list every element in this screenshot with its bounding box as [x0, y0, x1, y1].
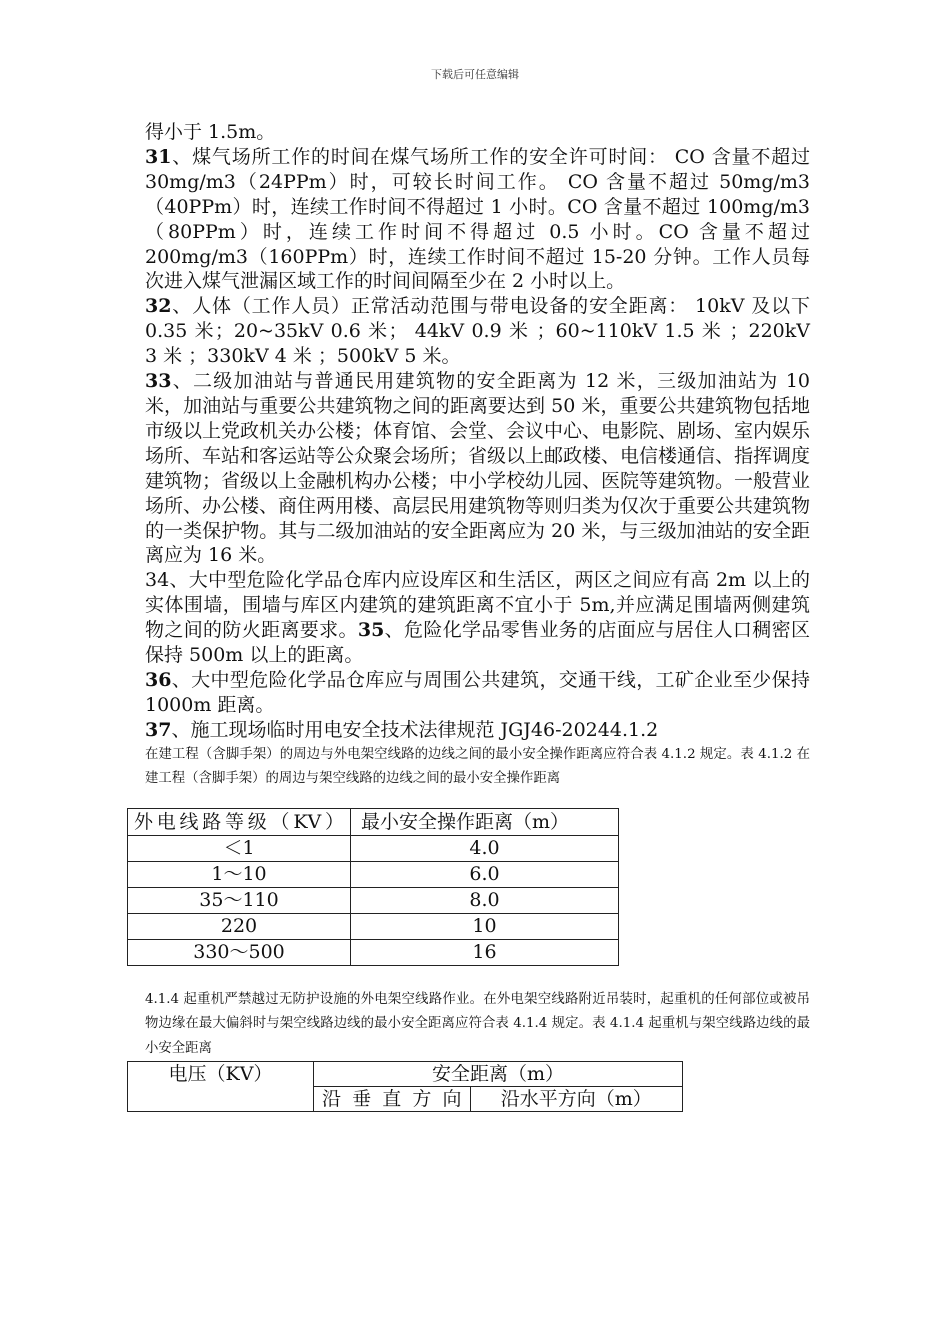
paragraph-33: [145, 369, 810, 568]
table-header-cell: 电压（KV）: [128, 1062, 314, 1112]
table-412-caption: 在建工程（含脚手架）的周边与外电架空线路的边线之间的最小安全操作距离应符合表 4.1.2 规定。表 4.1.2 在建工程（含脚手架）的周边与架空线路的边线之间的最小安全操作距离: [145, 746, 810, 787]
paragraph-34: [145, 568, 810, 668]
table-header-row: [128, 808, 619, 835]
table-cell: 35～110: [128, 887, 351, 913]
paragraph-36: [145, 668, 810, 718]
paragraph-32: [145, 294, 810, 369]
item-number-31: 31: [145, 145, 172, 168]
paragraph-35-text: 、危险化学品零售业务的店面应与居住人口稠密区保持 500m 以上的距离。: [145, 619, 810, 667]
table-header-cell: 外电线路等级（KV）: [128, 808, 351, 835]
table-header-cell: 最小安全操作距离（m）: [351, 808, 619, 835]
table-row: [128, 939, 619, 965]
item-number-33: 33: [145, 370, 172, 393]
table-row: [128, 835, 619, 861]
paragraph-36-text: 、大中型危险化学品仓库应与周围公共建筑，交通干线，工矿企业至少保持 1000m 距离。: [145, 668, 810, 716]
item-number-35: 35: [357, 619, 385, 642]
page-header: 下载后可任意编辑: [431, 68, 519, 81]
table-subheader-cell: 沿垂直方向: [314, 1087, 471, 1112]
table-row: [128, 913, 619, 939]
table-cell: 1～10: [128, 861, 351, 887]
paragraph-33-text: 、二级加油站与普通民用建筑物的安全距离为 12 米，三级加油站为 10 米，加油站与重要公共建筑物之间的距离要达到 50 米，重要公共建筑物包括地市级以上党政机关办公楼；体育馆、会堂、会议中心、电影院、剧场、室内娱乐场所、车站和客运站等公众聚会场所；省级以上邮政楼、电信楼通信、指挥调度建筑物；省级以上金融机构办公楼；中小学校幼儿园、医院等建筑物。一般营业场所、办公楼、商住两用楼、高层民用建筑物等则归类为仅次于重要公共建筑物的一类保护物。其与二级加油站的安全距离应为 20 米，与三级加油站的安全距离应为 16 米。: [145, 370, 811, 567]
table-cell: 8.0: [351, 887, 619, 913]
table-row: [128, 887, 619, 913]
table-header-cell: 安全距离（m）: [314, 1062, 683, 1087]
item-number-36: 36: [145, 668, 172, 691]
item-number-32: 32: [145, 295, 172, 318]
table-cell: 16: [351, 939, 619, 965]
paragraph-31: [145, 145, 810, 294]
item-number-37: 37: [145, 718, 172, 741]
paragraph-37-text: 、施工现场临时用电安全技术法律规范 JGJ46-20244.1.2: [171, 718, 659, 741]
paragraph-32-text: 、人体（工作人员）正常活动范围与带电设备的安全距离： 10kV 及以下 0.35 米；20~35kV 0.6 米； 44kV 0.9 米 ；60~110kV 1.5 米 ；220kV 3 米 ；330kV 4 米 ；500kV 5 米。: [145, 295, 810, 368]
table-cell: 330～500: [128, 939, 351, 965]
table-cell: 10: [351, 913, 619, 939]
table-subheader-cell: 沿水平方向（m）: [470, 1087, 682, 1112]
document-body: [134, 120, 811, 1112]
table-cell: 6.0: [351, 861, 619, 887]
table-cell: ＜1: [128, 835, 351, 861]
table-cell: 220: [128, 913, 351, 939]
paragraph-continuation: 得小于 1.5m。: [145, 121, 276, 143]
table-412: [127, 808, 619, 966]
paragraph-37: [145, 718, 810, 743]
table-414-caption: 4.1.4 起重机严禁越过无防护设施的外电架空线路作业。在外电架空线路附近吊装时，起重机的任何部位或被吊物边缘在最大偏斜时与架空线路边线的最小安全距离应符合表 4.1.4 规定。表 4.1.4 起重机与架空线路边线的最小安全距离: [145, 991, 810, 1056]
paragraph-31-text: 、煤气场所工作的时间在煤气场所工作的安全许可时间： CO 含量不超过 30mg/m3（24PPm）时，可较长时间工作。 CO 含量不超过 50mg/m3（40PPm）时，连续工作时间不得超过 1 小时。CO 含量不超过 100mg/m3（80PPm）时，连续工作时间不得超过 0.5 小时。CO 含量不超过 200mg/m3（160PPm）时，连续工作时间不超过 15-20 分钟。工作人员每次进入煤气泄漏区域工作的时间间隔至少在 2 小时以上。: [145, 145, 810, 293]
table-row: [128, 861, 619, 887]
table-header-row: [128, 1062, 683, 1087]
paragraph-34-text: 34、大中型危险化学品仓库内应设库区和生活区，两区之间应有高 2m 以上的实体围墙，围墙与库区内建筑的建筑距离不宜小于 5m,并应满足围墙两侧建筑物之间的防火距离要求。: [145, 569, 810, 642]
table-414: [127, 1061, 683, 1112]
table-cell: 4.0: [351, 835, 619, 861]
